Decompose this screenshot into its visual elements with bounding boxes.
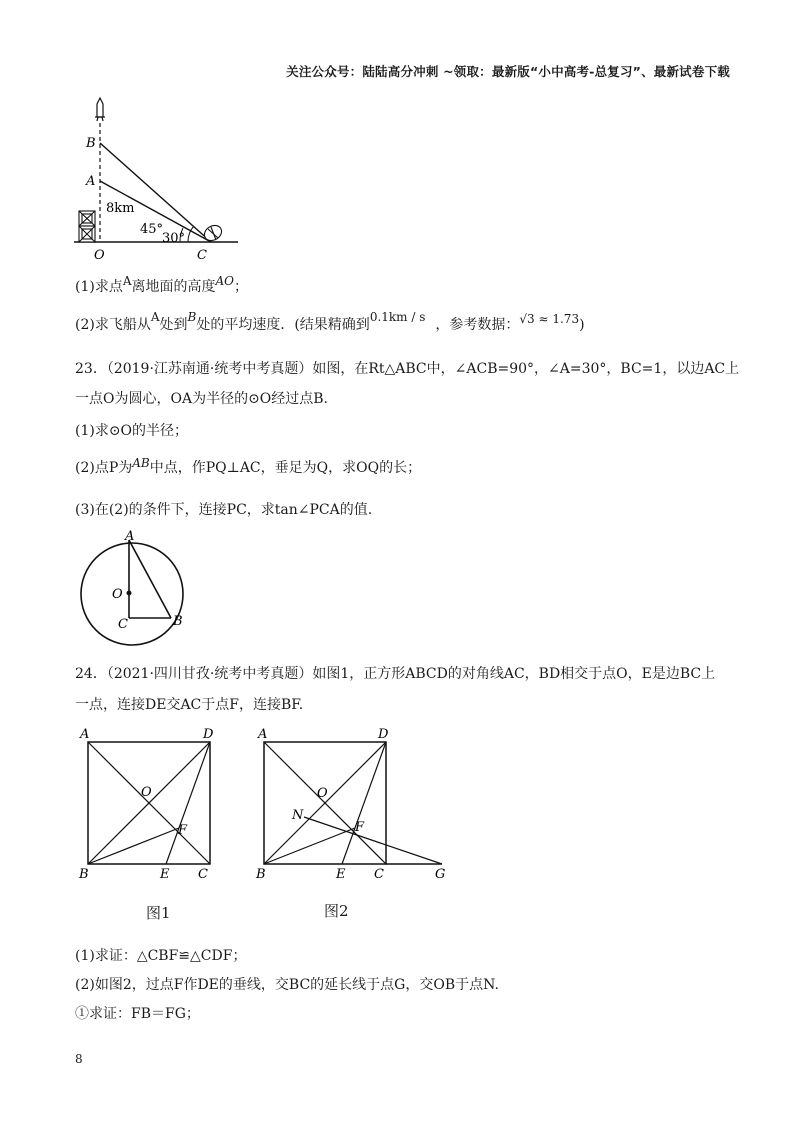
figure-1-caption: 图1 (146, 904, 171, 922)
q22-p2-mid: 处到 (159, 317, 188, 333)
q22-p1-end: ； (234, 279, 249, 295)
q22-p2-end: ) (579, 317, 585, 333)
circle-O (81, 543, 183, 645)
q24-stem-line2: 一点，连接DE交AC于点F，连接BF. (75, 697, 304, 713)
label-O: O (112, 587, 123, 602)
rocket-diagram-svg (70, 95, 250, 265)
building-icon (79, 211, 95, 242)
q24-stem-line1: 24．（2021·四川甘孜·统考中考真题）如图1，正方形ABCD的对角线AC，BD相交于点O，E是边BC上 (75, 666, 716, 682)
page-number: 8 (75, 1052, 83, 1066)
segment-DE (166, 742, 210, 864)
square-figure-1 (74, 724, 224, 884)
q22-p2-speed: 0.1km / s (369, 310, 426, 324)
q22-p1-rest: 离地面的高度 (131, 279, 216, 295)
label-C: C (118, 617, 128, 632)
label-B: B (79, 867, 89, 882)
q22-part1 (75, 276, 248, 296)
label-C: C (197, 248, 207, 263)
label-F: F (355, 820, 365, 835)
q23-stem-line2: 一点O为圆心，OA为半径的⊙O经过点B. (75, 391, 329, 407)
circle-diagram-svg (76, 528, 191, 648)
label-C: C (374, 867, 384, 882)
q23-arc-AB: AB (132, 456, 150, 470)
rocket-icon (95, 98, 105, 121)
label-N: N (292, 808, 304, 823)
label-A: A (125, 529, 135, 544)
label-8km: 8km (106, 201, 135, 216)
label-D: D (203, 727, 214, 742)
rocket-figure (70, 95, 250, 265)
radar-dish-icon (202, 222, 225, 243)
q22-p1-point-A: A (122, 274, 132, 288)
label-45deg: 45° (140, 222, 164, 237)
q22-part2 (75, 310, 585, 334)
square-diagram-1-svg (74, 724, 224, 884)
label-B: B (173, 614, 183, 629)
segment-BF (88, 828, 179, 864)
q23-part3: (3)在(2)的条件下，连接PC，求tan∠PCA的值. (75, 502, 373, 518)
label-E: E (160, 867, 170, 882)
label-A: A (258, 727, 268, 742)
q22-p2-ref: ，参考数据： (435, 317, 520, 333)
q22-p1-AO: AO (215, 274, 235, 288)
q24-part2-1: ①求证：FB＝FG； (75, 1006, 200, 1022)
q23-p2a: (2)点P为 (75, 460, 133, 476)
q22-p2-point-A: A (150, 310, 160, 324)
label-F: F (178, 823, 188, 838)
q23-stem-line1: 23．（2019·江苏南通·统考中考真题）如图，在Rt△ABC中，∠ACB=90°，∠A=30°，BC=1，以边AC上 (75, 361, 740, 377)
center-point-O (127, 591, 132, 596)
label-30deg: 30° (162, 231, 186, 246)
label-C: C (198, 867, 208, 882)
label-A: A (80, 727, 90, 742)
label-D: D (378, 727, 389, 742)
q24-part2: (2)如图2，过点F作DE的垂线，交BC的延长线于点G，交OB于点N. (75, 977, 499, 993)
label-O: O (141, 785, 152, 800)
circle-figure (76, 528, 191, 648)
q23-part1: (1)求⊙O的半径； (75, 423, 189, 439)
label-A: A (86, 174, 96, 189)
label-B: B (256, 867, 266, 882)
side-AB (129, 540, 171, 618)
q22-p2-point-B: B (187, 310, 197, 324)
label-E: E (336, 867, 346, 882)
label-O: O (317, 786, 328, 801)
segment-DE (342, 742, 386, 864)
q23-p2b: 中点，作PQ⊥AC，垂足为Q，求OQ的长； (149, 460, 422, 476)
label-G: G (435, 867, 446, 882)
page-header: 关注公众号：陆陆高分冲刺 ~领取：最新版“小中高考-总复习”、最新试卷下载 (286, 64, 730, 79)
q22-p2-sqrt: √3 ≈ 1.73 (519, 312, 580, 326)
q22-p2-text: (2)求飞船从 (75, 317, 151, 333)
q22-p1-text: (1)求点 (75, 279, 123, 295)
segment-BF (264, 828, 355, 864)
label-O: O (94, 248, 105, 263)
label-B: B (86, 136, 96, 151)
angle-arc-45 (188, 226, 194, 242)
q24-part1: (1)求证：△CBF≌△CDF； (75, 948, 247, 964)
q23-part2 (75, 457, 421, 477)
figure-2-caption: 图2 (324, 902, 349, 920)
square-diagram-2-svg (254, 724, 454, 884)
q22-p2-rest: 处的平均速度．(结果精确到 (196, 317, 370, 333)
square-figure-2 (254, 724, 454, 884)
